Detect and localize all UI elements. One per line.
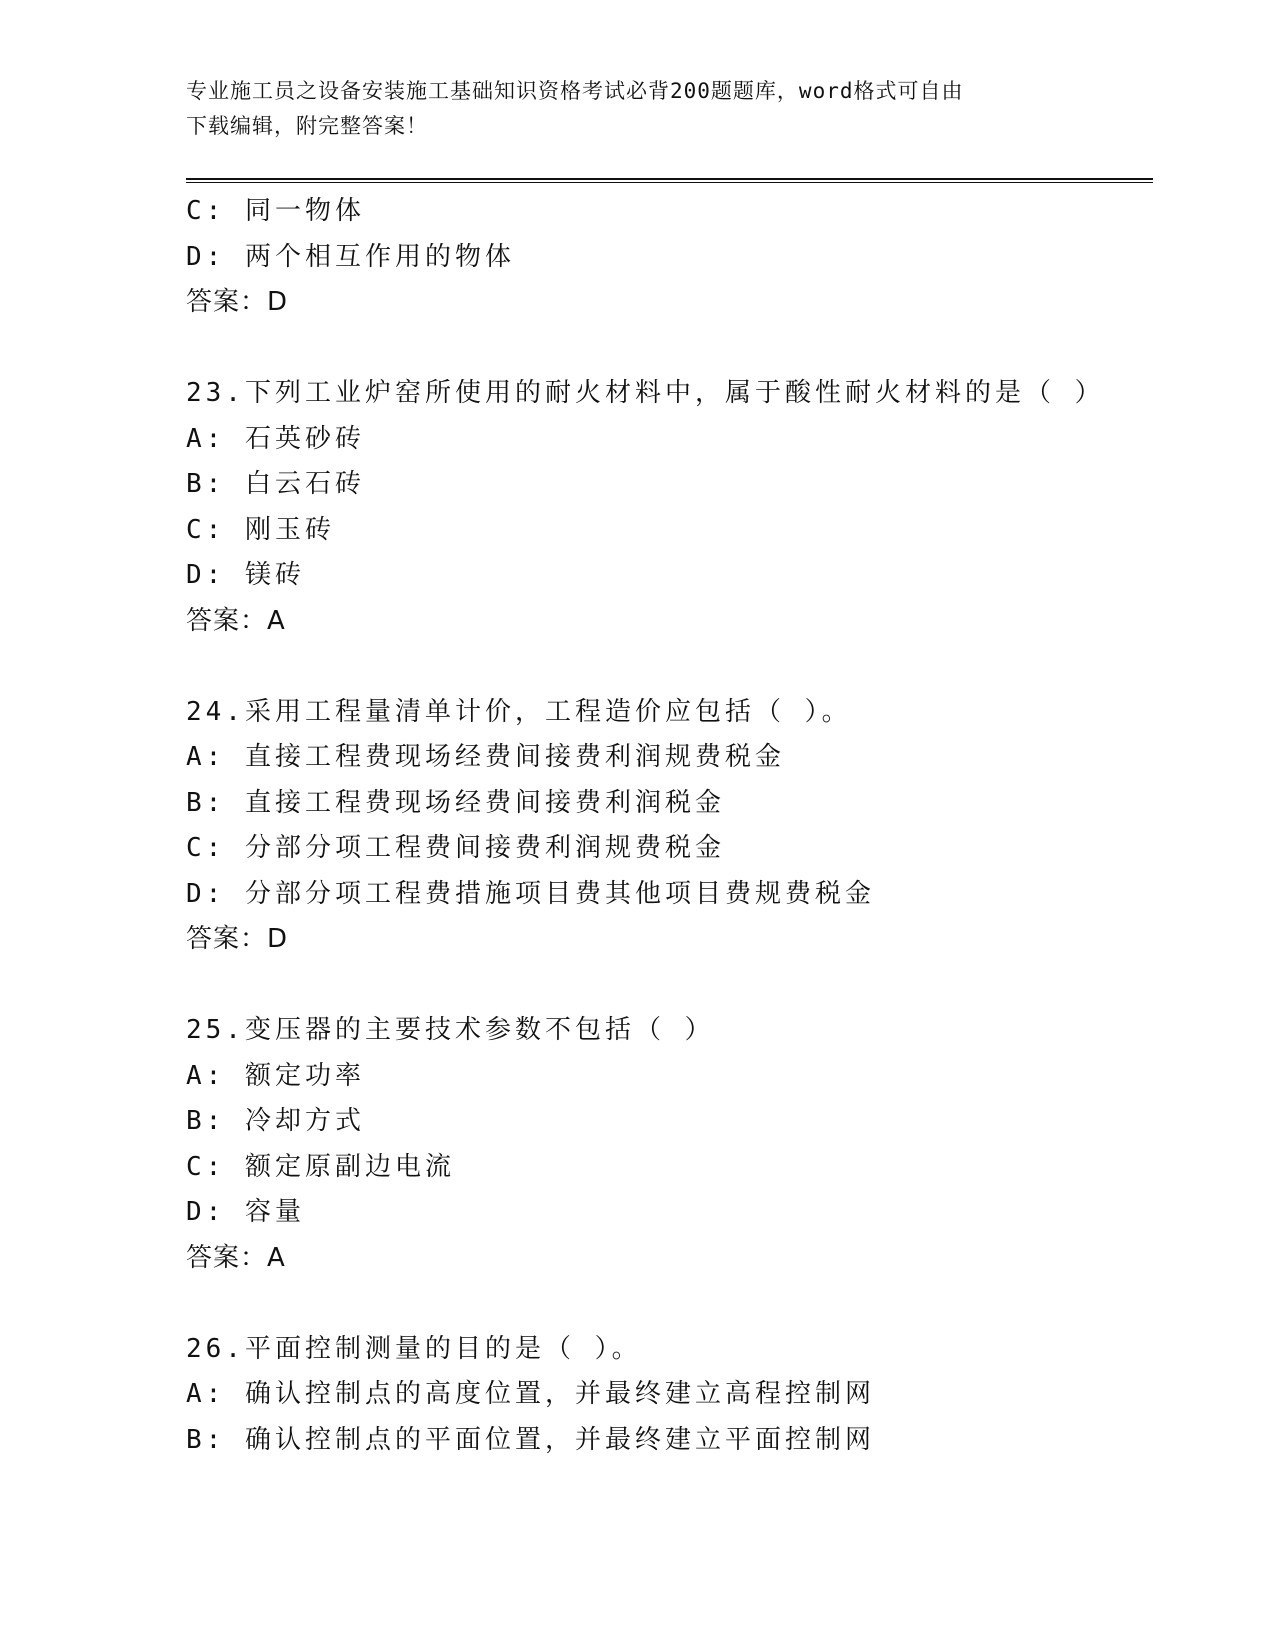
question-stem: 25.变压器的主要技术参数不包括（ ） [186, 1015, 715, 1045]
answer-line: 答案：D [186, 924, 289, 954]
header-divider [186, 178, 1153, 184]
answer-line: 答案：A [186, 605, 286, 636]
option-b: B: 直接工程费现场经费间接费利润税金 [186, 787, 725, 818]
option-d: D: 分部分项工程费措施项目费其他项目费规费税金 [186, 878, 875, 909]
option-d: D: 镁砖 [186, 560, 305, 590]
option-c: C: 同一物体 [186, 196, 365, 226]
option-c: C: 额定原副边电流 [186, 1151, 455, 1182]
option-a: A: 确认控制点的高度位置，并最终建立高程控制网 [186, 1379, 875, 1409]
question-stem: 24.采用工程量清单计价，工程造价应包括（ ）。 [186, 696, 852, 727]
option-c: C: 分部分项工程费间接费利润规费税金 [186, 833, 725, 863]
option-b: B: 冷却方式 [186, 1106, 365, 1136]
question-23 [186, 371, 1146, 644]
answer-line: 答案：A [186, 1242, 286, 1273]
question-24 [186, 690, 1146, 963]
question-25 [186, 1008, 1146, 1281]
option-a: A: 石英砂砖 [186, 423, 365, 454]
option-a: A: 额定功率 [186, 1060, 365, 1091]
question-list [186, 189, 1146, 1463]
option-b: B: 白云石砖 [186, 469, 365, 499]
header-line-1: 专业施工员之设备安装施工基础知识资格考试必背200题题库，word格式可自由 [186, 79, 964, 103]
option-c: C: 刚玉砖 [186, 514, 335, 545]
option-d: D: 两个相互作用的物体 [186, 241, 515, 272]
header-line-2: 下载编辑，附完整答案！ [186, 114, 428, 138]
option-d: D: 容量 [186, 1197, 305, 1227]
question-stem: 26.平面控制测量的目的是（ ）。 [186, 1333, 642, 1364]
question-26 [186, 1327, 1146, 1464]
question-stem: 23.下列工业炉窑所使用的耐火材料中，属于酸性耐火材料的是（ ） [186, 378, 1105, 408]
answer-line: 答案：D [186, 287, 289, 317]
question-22-continued [186, 189, 1146, 326]
option-a: A: 直接工程费现场经费间接费利润规费税金 [186, 742, 785, 772]
document-header [186, 74, 1086, 144]
option-b: B: 确认控制点的平面位置，并最终建立平面控制网 [186, 1424, 875, 1455]
